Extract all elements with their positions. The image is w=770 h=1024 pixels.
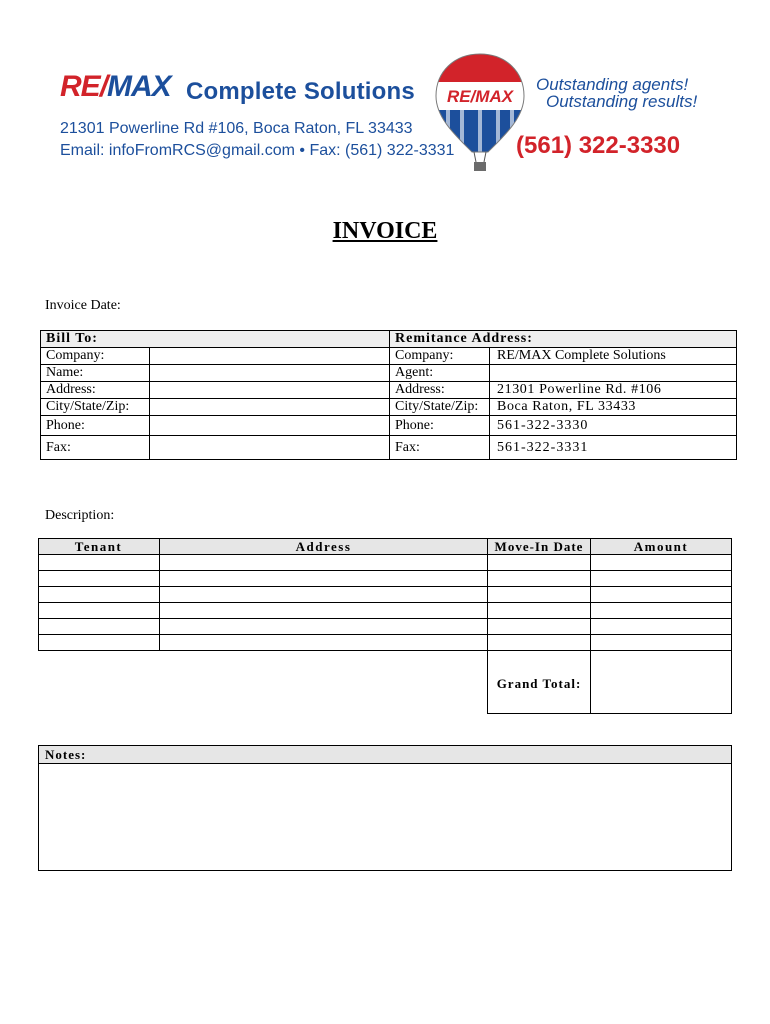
bill-to-city-label: City/State/Zip: [46, 399, 130, 414]
notes-label: Notes: [45, 747, 87, 762]
column-header-tenant: Tenant [74, 539, 123, 554]
column-header-move-in-date: Move-In Date [494, 539, 584, 554]
bill-to-heading: Bill To: [46, 331, 98, 346]
office-phone: (561) 322-3330 [516, 132, 681, 159]
column-header-address: Address [295, 539, 352, 554]
office-address: 21301 Powerline Rd #106, Boca Raton, FL 33433 [60, 120, 413, 137]
remit-address-value: 21301 Powerline Rd. #106 [497, 382, 662, 397]
remit-phone-value: 561-322-3330 [497, 418, 589, 433]
items-row-line [38, 634, 732, 635]
invoice-date-label: Invoice Date: [45, 298, 121, 313]
remit-city-label: City/State/Zip: [395, 399, 479, 414]
notes-box [38, 745, 732, 871]
bill-to-phone-label: Phone: [46, 418, 85, 433]
billing-row-line [41, 435, 736, 436]
items-row-line [38, 570, 732, 571]
remit-city-value: Boca Raton, FL 33433 [497, 399, 637, 414]
billing-divider [389, 331, 390, 459]
column-header-amount: Amount [633, 539, 689, 554]
line-items-table [38, 538, 732, 714]
items-row-line [38, 618, 732, 619]
items-row-line [38, 586, 732, 587]
balloon-logo-text: RE/MAX [446, 87, 514, 106]
notes-header [39, 746, 731, 764]
slogan-line-1: Outstanding agents! [536, 75, 689, 94]
description-label: Description: [45, 508, 115, 523]
remax-logo: RE/MAX [60, 70, 171, 103]
billing-table [40, 330, 737, 460]
remit-phone-label: Phone: [395, 418, 434, 433]
remit-fax-label: Fax: [395, 440, 420, 455]
grand-total-label: Grand Total: [496, 676, 582, 691]
remit-company-label: Company: [395, 348, 454, 363]
document-title: INVOICE [332, 218, 438, 244]
remit-company-value: RE/MAX Complete Solutions [497, 348, 666, 363]
remit-agent-label: Agent: [395, 365, 434, 380]
items-row-line [38, 602, 732, 603]
brand-name: Complete Solutions [186, 78, 415, 105]
slogan-line-2: Outstanding results! [546, 92, 698, 111]
office-contact: Email: infoFromRCS@gmail.com • Fax: (561) 322-3331 [60, 142, 455, 159]
bill-to-name-label: Name: [46, 365, 84, 380]
items-row-line [487, 713, 732, 714]
billing-row-line [41, 364, 736, 365]
remit-address-label: Address: [395, 382, 445, 397]
billing-row-line [41, 415, 736, 416]
bill-to-company-label: Company: [46, 348, 105, 363]
bill-to-address-label: Address: [46, 382, 96, 397]
items-col-divider [590, 538, 591, 714]
letterhead [0, 0, 770, 200]
hot-air-balloon-logo [432, 52, 528, 176]
items-col-divider [731, 651, 732, 714]
bill-to-fax-label: Fax: [46, 440, 71, 455]
remit-fax-value: 561-322-3331 [497, 440, 589, 455]
remittance-heading: Remitance Address: [395, 331, 533, 346]
